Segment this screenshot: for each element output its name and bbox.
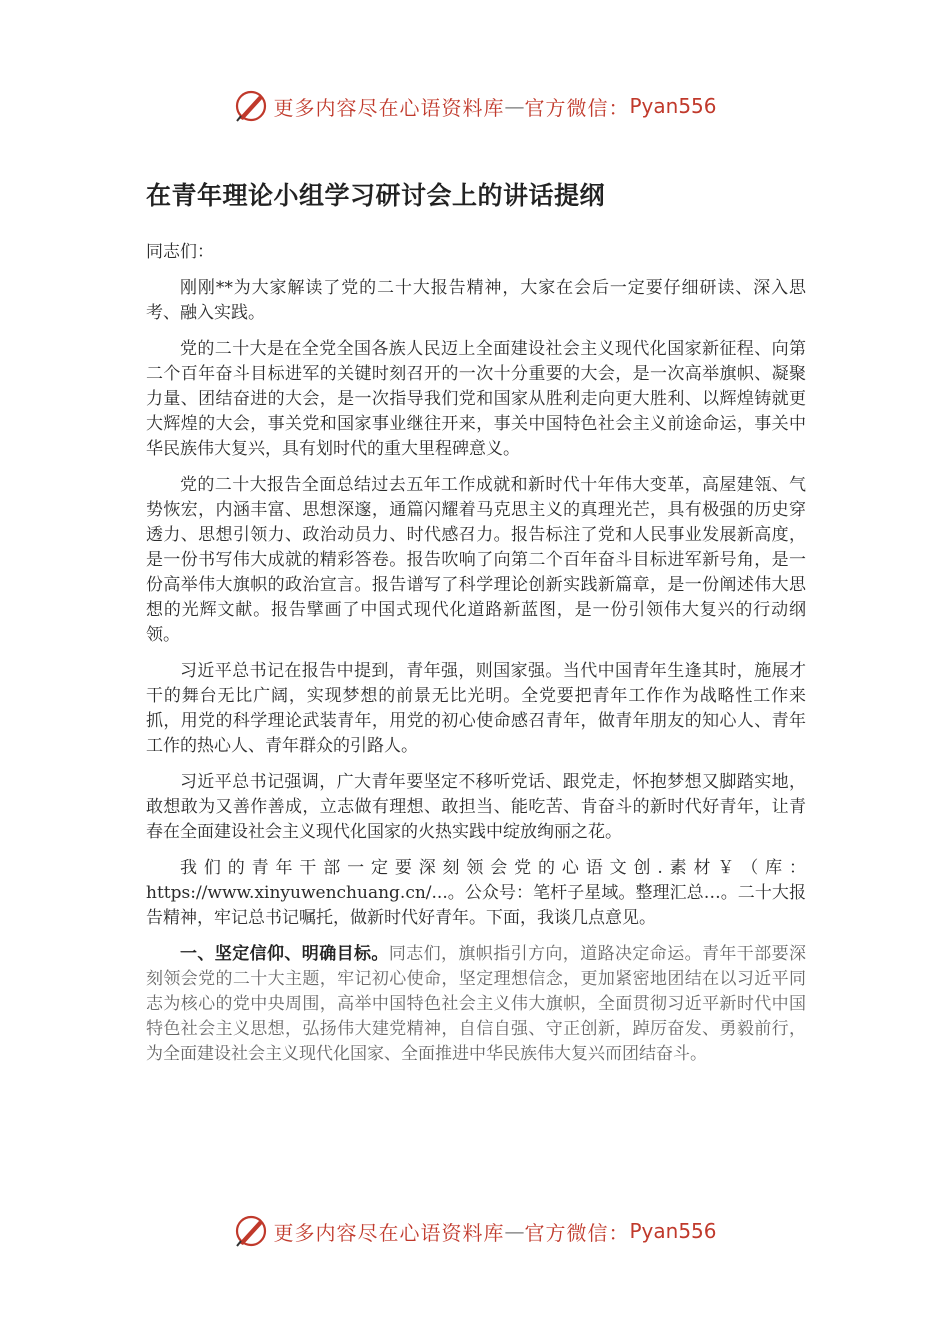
banner-suffix: 官方微信： — [524, 95, 630, 120]
paragraph-6: 我们的青年干部一定要深刻领会党的心语文创.素材￥（库：https://www.xinyuwenchuang.cn/...。公众号：笔杆子星域。整理汇总…。二十大报告精神，牢记总书记嘱托，做新时代好青年。下面，我谈几点意见。 — [146, 858, 806, 928]
section-1-heading: 一、坚定信仰、明确目标。 — [180, 944, 389, 964]
section-1-body: 同志们，旗帜指引方向，道路决定命运。青年干部要深刻领会党的二十大主题，牢记初心使命，坚定理想信念，更加紧密地团结在以习近平同志为核心的党中央周围，高举中国特色社会主义伟大旗帜，全面贯彻习近平新时代中国特色社会主义思想，弘扬伟大建党精神，自信自强、守正创新，踔厉奋发、勇毅前行，为全面建设社会主义现代化国家、全面推进中华民族伟大复兴而团结奋斗。 — [146, 944, 807, 1064]
banner-suffix: 官方微信： — [524, 1220, 630, 1245]
section-1-paragraph — [146, 942, 806, 1067]
paragraph-3: 党的二十大报告全面总结过去五年工作成就和新时代十年伟大变革，高屋建瓴、气势恢宏，内涵丰富、思想深邃，通篇闪耀着马克思主义的真理光芒，具有极强的历史穿透力、思想引领力、政治动员力、时代感召力。报告标注了党和人民事业发展新高度，是一份书写伟大成就的精彩答卷。报告吹响了向第二个百年奋斗目标进军新号角，是一份高举伟大旗帜的政治宣言。报告谱写了科学理论创新实践新篇章，是一份阐述伟大思想的光辉文献。报告擘画了中国式现代化道路新蓝图，是一份引领伟大复兴的行动纲领。 — [146, 475, 806, 645]
document-title: 在青年理论小组学习研讨会上的讲话提纲 — [146, 181, 606, 210]
banner-text: 更多内容尽在心语资料库 — [273, 1220, 505, 1245]
paragraph-1: 刚刚**为大家解读了党的二十大报告精神，大家在会后一定要仔细研读、深入思考、融入实践。 — [146, 278, 806, 323]
banner-wechat-id: Pyan556 — [629, 1219, 717, 1243]
paragraph-5: 习近平总书记强调，广大青年要坚定不移听党话、跟党走，怀抱梦想又脚踏实地，敢想敢为又善作善成，立志做有理想、敢担当、能吃苦、肯奋斗的新时代好青年，让青春在全面建设社会主义现代化国家的火热实践中绽放绚丽之花。 — [146, 772, 806, 842]
footer-watermark-banner — [0, 1211, 950, 1251]
header-watermark-banner — [0, 86, 950, 126]
document-body — [146, 176, 806, 1078]
pen-logo-icon — [233, 1213, 269, 1249]
banner-separator: — — [504, 1219, 525, 1243]
banner-separator: — — [504, 94, 525, 118]
pen-logo-icon — [233, 88, 269, 124]
salutation: 同志们： — [146, 242, 214, 262]
banner-text: 更多内容尽在心语资料库 — [273, 95, 505, 120]
paragraph-4: 习近平总书记在报告中提到，青年强，则国家强。当代中国青年生逢其时，施展才干的舞台无比广阔，实现梦想的前景无比光明。全党要把青年工作作为战略性工作来抓，用党的科学理论武装青年，用党的初心使命感召青年，做青年朋友的知心人、青年工作的热心人、青年群众的引路人。 — [146, 661, 806, 756]
banner-wechat-id: Pyan556 — [629, 94, 717, 118]
paragraph-2: 党的二十大是在全党全国各族人民迈上全面建设社会主义现代化国家新征程、向第二个百年奋斗目标进军的关键时刻召开的一次十分重要的大会，是一次高举旗帜、凝聚力量、团结奋进的大会，是一次指导我们党和国家从胜利走向更大胜利、以辉煌铸就更大辉煌的大会，事关党和国家事业继往开来，事关中国特色社会主义前途命运，事关中华民族伟大复兴，具有划时代的重大里程碑意义。 — [146, 339, 806, 459]
